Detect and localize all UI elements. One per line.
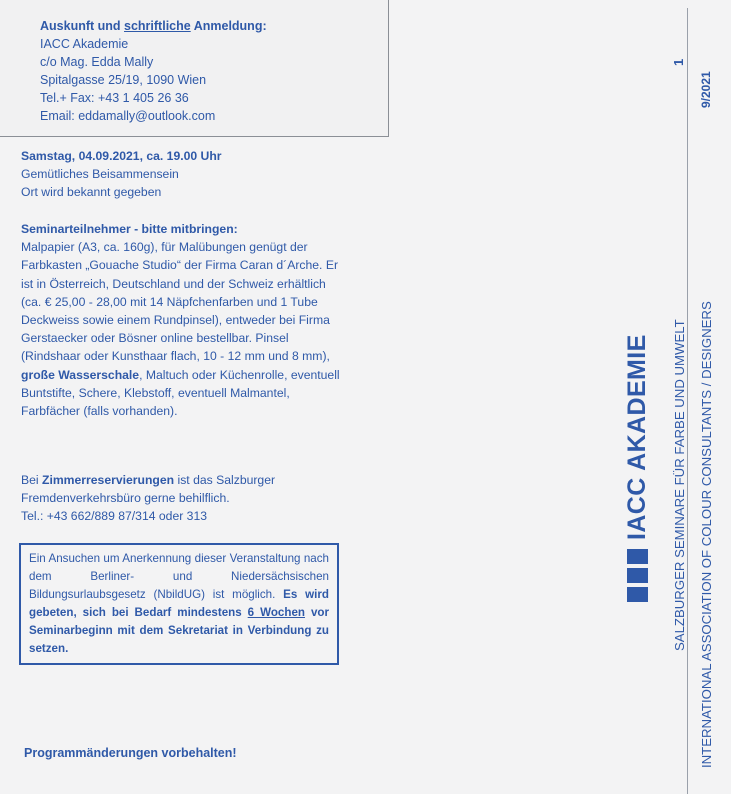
tagline-seminare: SALZBURGER SEMINARE FÜR FARBE UND UMWELT (672, 319, 687, 651)
iacc-logo (623, 334, 652, 602)
footer-note: Programmänderungen vorbehalten! (24, 746, 237, 760)
logo-text: IACC AKADEMIE (623, 334, 651, 540)
notice-bold: Es wird gebeten, sich bei Bedarf mindestens 6 Wochen vor Seminarbeginn mit dem Sekretariat in Verbindung zu setzen. (29, 588, 330, 655)
contact-line: IACC Akademie (40, 37, 129, 51)
event-line: Gemütliches Beisammensein (21, 167, 179, 182)
contact-box (0, 0, 389, 137)
notice-box (19, 543, 339, 665)
rooms-text: Bei Zimmerreservierungen ist das Salzburger Fremdenverkehrsbüro gerne behilflich. (21, 473, 276, 506)
page-number: 1 (671, 58, 686, 66)
rooms-tel: Tel.: +43 662/889 87/314 oder 313 (21, 509, 208, 524)
bring-section (21, 220, 341, 420)
contact-line: c/o Mag. Edda Mally (40, 55, 154, 69)
vertical-divider (687, 8, 688, 794)
rooms-section (21, 471, 351, 526)
contact-line: Spitalgasse 25/19, 1090 Wien (40, 73, 207, 87)
event-section (21, 147, 222, 202)
contact-heading: Auskunft und schriftliche Anmeldung: (40, 19, 267, 33)
bring-heading: Seminarteilnehmer - bitte mitbringen: (21, 222, 238, 236)
event-date: Samstag, 04.09.2021, ca. 19.00 Uhr (21, 149, 222, 163)
contact-info (40, 17, 267, 125)
notice-text: Ein Ansuchen um Anerkennung dieser Veranstaltung nach dem Berliner- und Niedersächsischen Bildungsurlaubsgesetz (NbildUG) ist möglich. (29, 552, 329, 601)
event-line: Ort wird bekannt gegeben (21, 185, 162, 200)
bring-text: Malpapier (A3, ca. 160g), für Malübungen genügt der Farbkasten „Gouache Studio“ der Firma Caran d´Arche. Er ist in Österreich, Deutschland und der Schweiz erhältlich (ca. € 25,00 - 28,00 mit 14 Näpfchenfarben und 1 Tube Deckweiss sowie einem Rundpinsel), entweder bei Firma Gerstaecker oder Bösner online bestellbar. Pinsel (Rindshaar oder Kunsthaar flach, 10 - 12 mm und 8 mm), große Wasserschale, Maltuch oder Küchenrolle, eventuell Buntstifte, Schere, Klebstoff, eventuell Malmantel, Farbfächer (falls vorhanden). (21, 240, 340, 419)
contact-phone: Tel.+ Fax: +43 1 405 26 36 (40, 91, 189, 105)
issue-label: 9/2021 (699, 71, 713, 108)
logo-squares-icon (627, 549, 648, 602)
contact-email: Email: eddamally@outlook.com (40, 109, 216, 123)
tagline-association: INTERNATIONAL ASSOCIATION OF COLOUR CONSULTANTS / DESIGNERS (699, 301, 714, 768)
